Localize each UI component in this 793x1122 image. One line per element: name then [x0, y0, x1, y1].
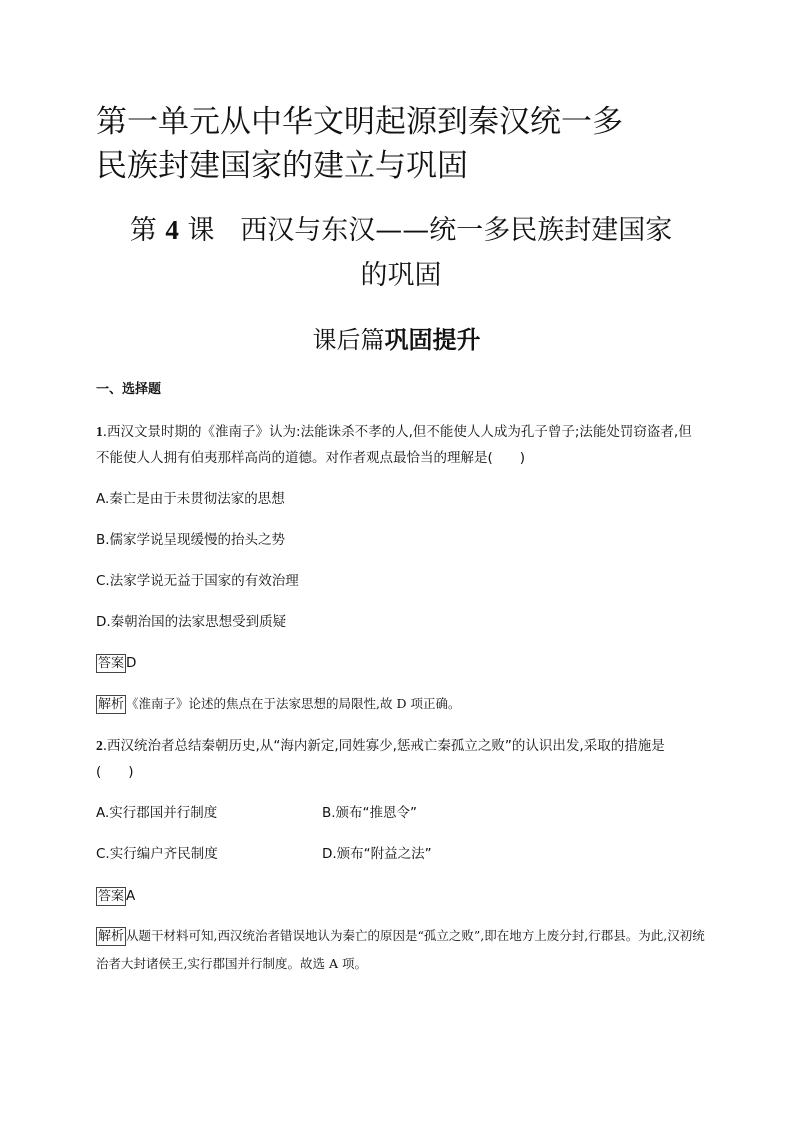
question-1-option-d: D.秦朝治国的法家思想受到质疑: [96, 614, 287, 630]
question-2-option-a: A.实行郡国并行制度: [96, 805, 218, 821]
question-2-stem: [96, 733, 702, 785]
question-2-answer: [96, 886, 135, 906]
part-title: 一、选择题: [96, 382, 162, 397]
lesson-mid: 课: [187, 215, 215, 246]
question-2-explanation: [96, 922, 706, 978]
unit-title-line-2: 民族封建国家的建立与巩固: [96, 148, 468, 184]
lesson-prefix: 第: [129, 215, 157, 246]
answer-label: 答案: [98, 889, 125, 904]
unit-title: [96, 100, 696, 188]
question-2-text: .西汉统治者总结秦朝历史,从“海内新定,同姓寡少,惩戒亡秦孤立之败”的认识出发,采取的措施是( ): [96, 738, 665, 780]
question-2-option-b: B.颁布“推恩令”: [322, 805, 418, 821]
question-1-option-a: A.秦亡是由于未贯彻法家的思想: [96, 491, 285, 507]
explain-label: 解析: [98, 697, 125, 712]
question-1-number: 1: [96, 424, 103, 439]
question-1-explanation: [96, 690, 706, 718]
answer-label: 答案: [98, 656, 125, 671]
section-title-normal: 课后篇: [312, 326, 385, 354]
question-2-number: 2: [96, 738, 103, 753]
question-1-stem: [96, 419, 702, 471]
section-title-bold: 巩固提升: [384, 326, 481, 354]
lesson-name-line-2: 的巩固: [360, 260, 442, 291]
question-2-explanation-text: 从题干材料可知,西汉统治者错误地认为秦亡的原因是“孤立之败”,即在地方上废分封,行郡县。为此,汉初统治者大封诸侯王,实行郡国并行制度。故选 A 项。: [96, 928, 705, 971]
lesson-name-line-1: 西汉与东汉——统一多民族封建国家: [240, 215, 673, 246]
question-1-answer: [96, 653, 136, 673]
lesson-number: 4: [165, 215, 179, 245]
question-1-option-b: B.儒家学说呈现缓慢的抬头之势: [96, 532, 286, 548]
lesson-title: [96, 208, 706, 298]
question-1-answer-value: D: [126, 655, 137, 671]
question-1-option-c: C.法家学说无益于国家的有效治理: [96, 573, 299, 589]
question-2-option-d: D.颁布“附益之法”: [322, 846, 432, 862]
question-2-option-c: C.实行编户齐民制度: [96, 846, 218, 862]
question-1-text: .西汉文景时期的《淮南子》认为:法能诛杀不孝的人,但不能使人人成为孔子曾子;法能处罚窃盗者,但不能使人人拥有伯夷那样高尚的道德。对作者观点最恰当的理解是( ): [96, 424, 692, 466]
question-1-explanation-text: 《淮南子》论述的焦点在于法家思想的局限性,故 D 项正确。: [126, 696, 461, 711]
question-2-answer-value: A: [126, 888, 136, 904]
unit-title-line-1: 第一单元从中华文明起源到秦汉统一多: [96, 104, 623, 140]
lesson-title-line-1: [96, 208, 706, 253]
explain-label: 解析: [98, 929, 125, 944]
section-title: [0, 322, 793, 358]
